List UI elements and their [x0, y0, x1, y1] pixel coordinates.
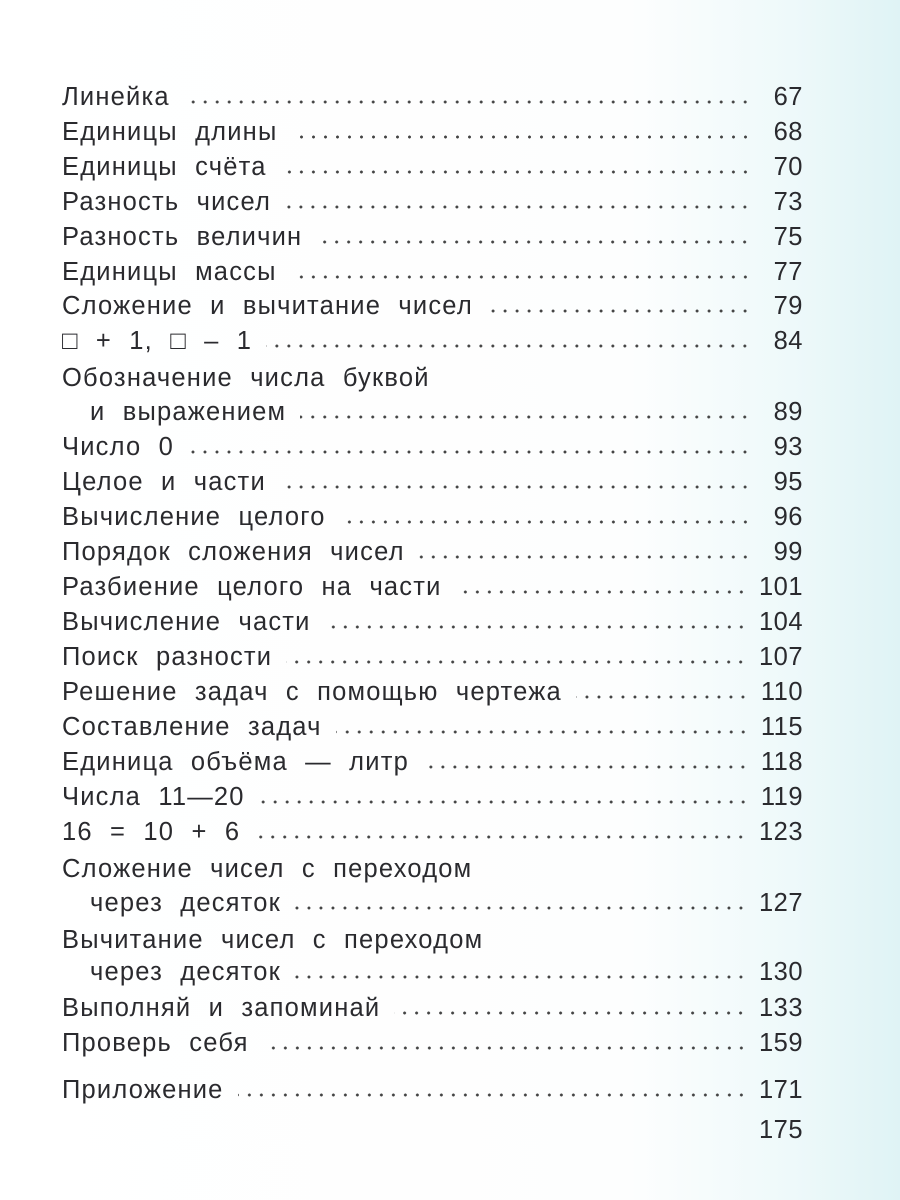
toc-entry — [62, 1073, 803, 1107]
toc-entry-title: и выражением — [90, 397, 287, 426]
toc-entry — [62, 150, 803, 184]
toc-entry-page: 70 — [773, 152, 803, 181]
toc-entry — [62, 115, 803, 149]
dot-leader — [394, 1010, 747, 1016]
toc-entry-title: Единица объёма — литр — [62, 747, 409, 776]
toc-entry-page: 104 — [758, 607, 803, 636]
toc-entry — [62, 710, 803, 744]
toc-entry-title: Поиск разности — [62, 642, 273, 671]
toc-entry-page: 118 — [760, 747, 803, 776]
toc-entry-title: Целое и части — [62, 467, 266, 496]
toc-entry — [62, 991, 803, 1025]
toc-entry — [62, 220, 803, 254]
toc-entry-title: Сложение и вычитание чисел — [62, 291, 473, 320]
toc-entry-title: Единицы счёта — [62, 152, 267, 181]
toc-entry — [62, 1026, 803, 1060]
dot-leader — [316, 239, 751, 245]
dot-leader — [286, 659, 747, 665]
toc-entry-title: Разбиение целого на части — [62, 572, 442, 601]
toc-entry — [62, 535, 803, 569]
toc-entry — [62, 289, 803, 323]
dot-leader — [325, 624, 747, 630]
toc-entry-title: Числа 11—20 — [62, 782, 245, 811]
toc-entry-page: 127 — [758, 888, 803, 917]
toc-entry-title: через десяток — [90, 888, 281, 917]
dot-leader — [300, 414, 751, 420]
toc-entry-page: 93 — [773, 432, 803, 461]
toc-entry-title: Выполняй и запоминай — [62, 993, 381, 1022]
toc-entry-title: Сложение чисел с переходом — [62, 854, 473, 883]
toc-entry — [62, 923, 803, 957]
toc-entry — [62, 500, 803, 534]
dot-leader — [340, 519, 751, 525]
dot-leader — [336, 729, 749, 735]
dot-leader — [254, 834, 747, 840]
dot-leader — [487, 308, 751, 314]
toc-entry-page: 95 — [773, 467, 803, 496]
toc-entry-title: 16 = 10 + 6 — [62, 817, 241, 846]
toc-entry-page: 130 — [758, 957, 803, 986]
toc-entry — [62, 815, 803, 849]
toc-entry-title: Число 0 — [62, 432, 175, 461]
toc-entry-page: 77 — [773, 257, 803, 286]
toc-entry — [62, 185, 803, 219]
dot-leader — [263, 1045, 747, 1051]
toc-entry-page: 84 — [773, 326, 803, 355]
toc-entry — [62, 780, 803, 814]
toc-entry-page: 119 — [760, 782, 803, 811]
toc-entry-title: Проверь себя — [62, 1028, 249, 1057]
toc-entry-page: 133 — [758, 993, 803, 1022]
toc-entry-page: 89 — [773, 397, 803, 426]
toc-entry-page: 73 — [773, 187, 803, 216]
toc-entry — [62, 745, 803, 779]
toc-entry-page: 115 — [760, 712, 803, 741]
toc-entry-title: Составление задач — [62, 712, 322, 741]
toc-entry-title: Вычитание чисел с переходом — [62, 925, 484, 954]
toc-entry — [62, 361, 803, 395]
toc-entry-title: Решение задач с помощью чертежа — [62, 677, 562, 706]
dot-leader — [285, 204, 751, 210]
toc-entry-title: через десяток — [90, 957, 281, 986]
toc-entry — [62, 324, 803, 358]
toc-entry — [90, 395, 803, 429]
dot-leader — [280, 484, 751, 490]
toc-entry-title: Вычисление части — [62, 607, 311, 636]
toc-entry — [62, 570, 803, 604]
toc-entry-page: 67 — [773, 82, 803, 111]
toc-entry-title: Разность величин — [62, 222, 303, 251]
toc-entry-title: Единицы длины — [62, 117, 278, 146]
toc-entry-title: □ + 1, □ – 1 — [62, 326, 253, 355]
dot-leader — [576, 694, 749, 700]
toc-entry-page: 68 — [773, 117, 803, 146]
toc-entry-page: 79 — [773, 291, 803, 320]
toc-entry-title: Линейка — [62, 82, 170, 111]
toc-entry-page: 107 — [758, 642, 803, 671]
toc-entry — [62, 255, 803, 289]
toc-entry — [62, 80, 803, 114]
toc-entry — [62, 465, 803, 499]
toc-entry-page: 159 — [758, 1028, 803, 1057]
toc-entry-title: Единицы массы — [62, 257, 277, 286]
toc-entry-page: 99 — [773, 537, 803, 566]
toc-entry-title: Обозначение числа буквой — [62, 363, 430, 392]
toc-entry-title: Разность чисел — [62, 187, 272, 216]
toc-entry — [62, 605, 803, 639]
toc-entry-page: 171 — [758, 1075, 803, 1104]
toc-entry — [90, 886, 803, 920]
toc-entry — [62, 675, 803, 709]
toc-entry-page: 123 — [758, 817, 803, 846]
dot-leader — [295, 905, 747, 911]
dot-leader — [184, 99, 751, 105]
dot-leader — [291, 274, 751, 280]
toc-entry-page: 110 — [760, 677, 803, 706]
page-number: 175 — [758, 1116, 803, 1144]
toc-entry-title: Вычисление целого — [62, 502, 326, 531]
dot-leader — [259, 799, 749, 805]
dot-leader — [281, 169, 751, 175]
toc-entry-title: Приложение — [62, 1075, 224, 1104]
dot-leader — [292, 134, 752, 140]
toc-entry — [62, 852, 803, 886]
toc-entry-page: 101 — [758, 572, 803, 601]
toc-entry-title: Порядок сложения чисел — [62, 537, 405, 566]
dot-leader — [419, 554, 751, 560]
toc-entry — [62, 640, 803, 674]
dot-leader — [423, 764, 749, 770]
dot-leader — [238, 1092, 747, 1098]
dot-leader — [295, 974, 747, 980]
dot-leader — [266, 343, 751, 349]
toc-entry-page: 75 — [773, 222, 803, 251]
dot-leader — [188, 449, 751, 455]
dot-leader — [456, 589, 747, 595]
toc-entry-page: 96 — [773, 502, 803, 531]
toc-entry — [90, 955, 803, 989]
toc-entry — [62, 430, 803, 464]
